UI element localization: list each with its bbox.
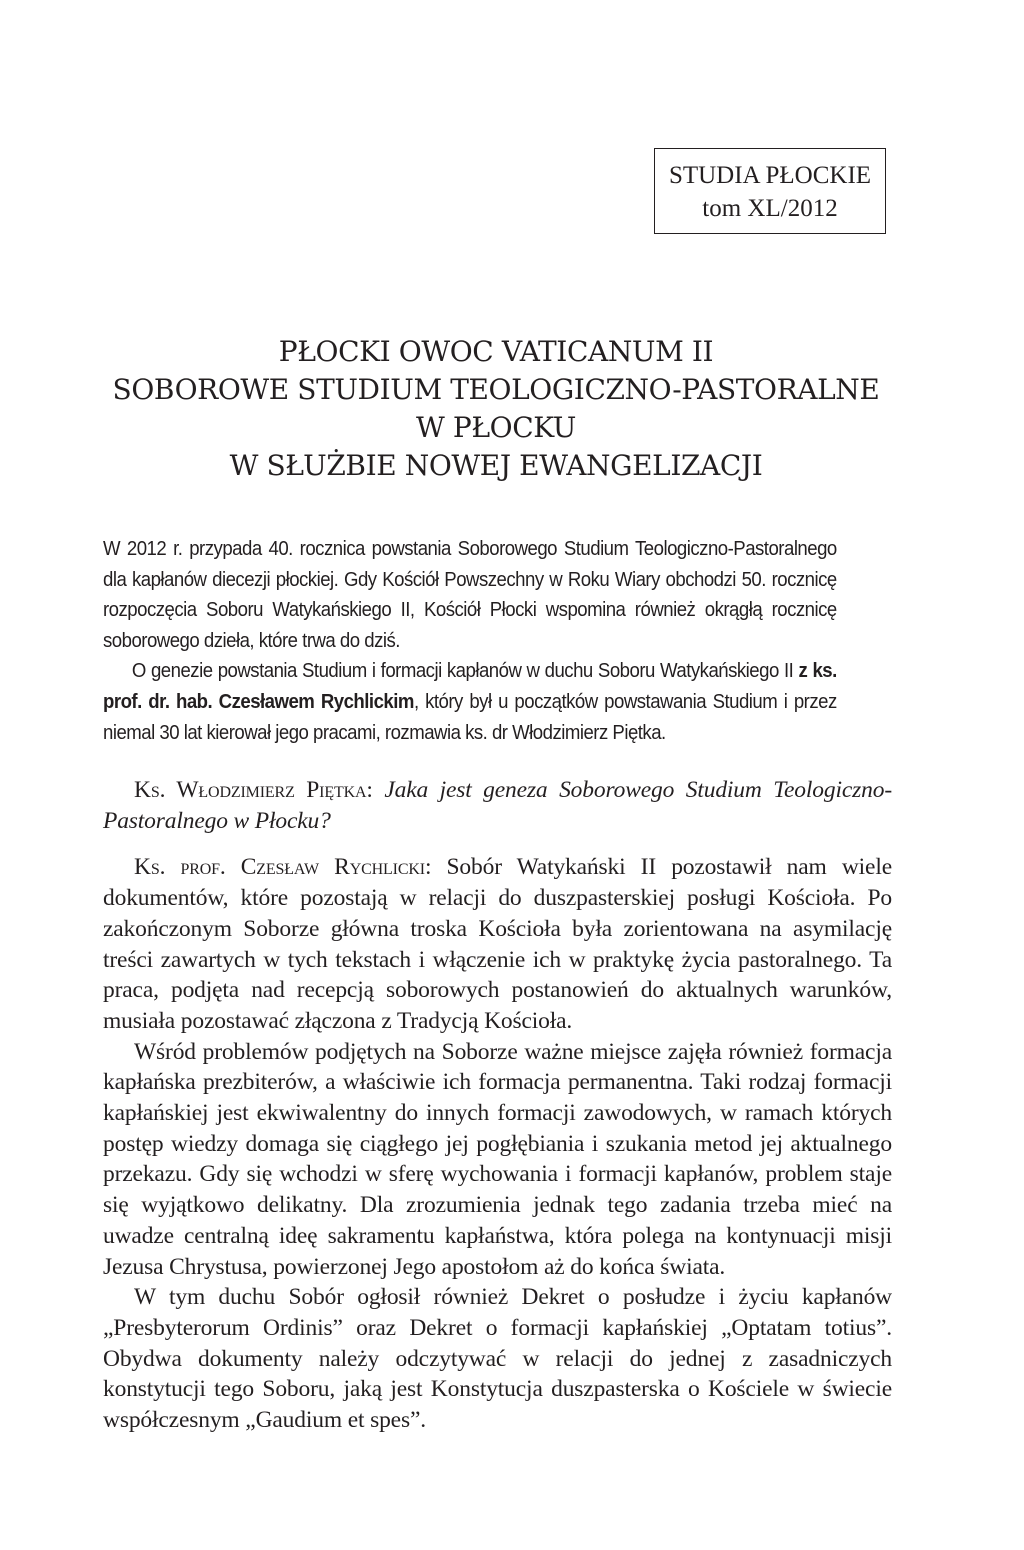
speaker-separator: : xyxy=(424,854,447,881)
answer-text: Sobór Watykański II pozostawił nam wiele dokumentów, które pozostają w relacji do duszpasterskiej posługi Kościoła. Po zakończonym Soborze główna troska Kościoła była zorientowana na asymilację treści zawartych w tych tekstach i włączenie ich w praktykę życia pastoralnego. Ta praca, podjęta nad recepcją soborowych postanowień do aktualnych warunków, musiała pozostawać złączona z Tradycją Kościoła. xyxy=(103,854,892,1034)
question-text: Jaka jest geneza Soborowego Studium Teologiczno-Pastoralnego w Płocku? xyxy=(103,777,893,834)
interview-body xyxy=(103,775,892,1436)
article-lead xyxy=(103,534,837,748)
journal-volume: tom XL/2012 xyxy=(702,195,838,222)
journal-name: STUDIA PŁOCKIE xyxy=(668,162,872,189)
lead-text: O genezie powstania Studium i formacji kapłanów w duchu Soboru Watykańskiego II xyxy=(131,660,799,683)
journal-header-box xyxy=(654,148,886,234)
lead-bold-interviewee: z ks. prof. dr. hab. Czesławem Rychlickim xyxy=(103,660,837,713)
answer-speaker: Ks. prof. Czesław Rychlicki xyxy=(134,854,425,881)
article-title xyxy=(100,333,892,485)
answer-paragraph-3: W tym duchu Sobór ogłosił również Dekret o posłudze i życiu kapłanów „Presbyterorum Ordinis” oraz Dekret o formacji kapłańskiej „Optatam totius”. Obydwa dokumenty należy odczytywać w relacji do jednej z zasadniczych konstytucji tego Soboru, jaką jest Konstytucja duszpasterska o Kościele w świecie współczesnym „Gaudium et spes”. xyxy=(103,1284,892,1434)
lead-paragraph-2 xyxy=(103,656,837,748)
title-line-4: W SŁUŻBIE NOWEJ EWANGELIZACJI xyxy=(229,449,763,482)
answer-paragraph-1 xyxy=(103,852,892,1036)
speaker-separator: : xyxy=(366,777,385,803)
title-line-3: W PŁOCKU xyxy=(416,411,576,444)
interview-question xyxy=(103,775,892,836)
lead-text: , który był u początków powstawania Studium i przez niemal 30 lat kierował jego pracami, rozmawia ks. dr Włodzimierz Piętka. xyxy=(103,690,837,744)
title-line-2: SOBOROWE STUDIUM TEOLOGICZNO-PASTORALNE xyxy=(112,373,880,406)
question-speaker: Ks. Włodzimierz Piętka xyxy=(134,777,367,803)
title-line-1: PŁOCKI OWOC VATICANUM II xyxy=(278,335,714,368)
lead-paragraph-1: W 2012 r. przypada 40. rocznica powstania Soborowego Studium Teologiczno-Pastoralnego dla kapłanów diecezji płockiej. Gdy Kościół Powszechny w Roku Wiary obchodzi 50. rocznicę rozpoczęcia Soboru Watykańskiego II, Kościół Płocki wspomina również okrągłą rocznicę soborowego dzieła, które trwa do dziś. xyxy=(103,538,837,652)
answer-paragraph-2: Wśród problemów podjętych na Soborze ważne miejsce zajęła również formacja kapłańska prezbiterów, a właściwie ich formacja permanentna. Taki rodzaj formacji kapłańskiej jest ekwiwalentny do innych formacji zawodowych, w ramach których postęp wiedzy domaga się ciągłego jej pogłębiania i szukania metod jej aktualnego przekazu. Gdy się wchodzi w sferę wychowania i formacji kapłanów, problem staje się wyjątkowo delikatny. Dla zrozumienia jednak tego zadania trzeba mieć na uwadze centralną ideę sakramentu kapłaństwa, która polega na kontynuacji misji Jezusa Chrystusa, powierzonej Jego apostołom aż do końca świata. xyxy=(103,1038,892,1280)
